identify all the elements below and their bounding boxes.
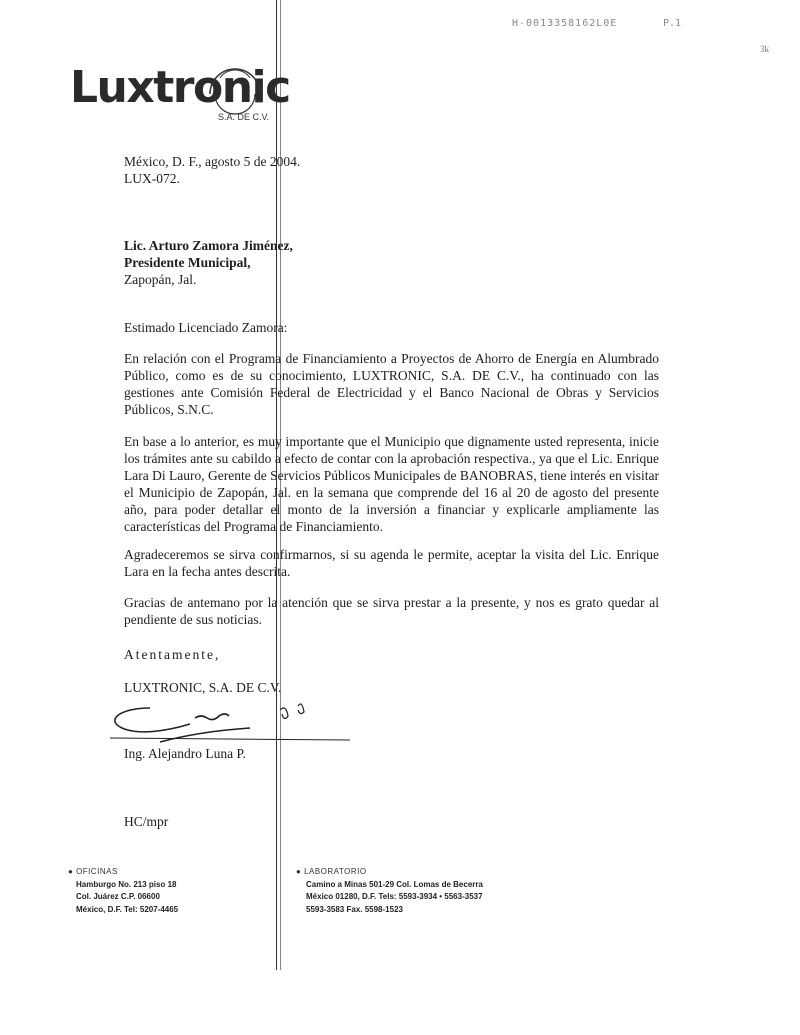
fax-page-number: P.1 [663,18,682,29]
paragraph-2: En base a lo anterior, es muy importante que el Municipio que dignamente usted representa, inicie los trámites ante su cabildo a efecto de contar con la aprobación respectiva., ya que el Lic. Enrique Lara Di Lauro, Gerente de Servicios Públicos Municipales de BANOBRAS, tiene interés en visitar el Municipio de Zapopán, Jal. en la semana que comprende del 16 al 20 de agosto del presente año, para poder detallar el monto de la inversión a financiar y explicarle ampliamente las características del Programa de Financiamiento. [124,434,659,534]
company-name: LUXTRONIC, S.A. DE C.V. [124,680,282,695]
reference-initials: HC/mpr [124,814,169,829]
laboratory-title: ● LABORATORIO [296,867,367,876]
letter-reference: LUX-072. [124,171,180,186]
logo-wordmark: Luxtronic [70,62,290,113]
laboratory-line: Camino a Minas 501-29 Col. Lomas de Becerra [306,879,483,889]
signature-icon [100,690,360,750]
recipient-location: Zapopán, Jal. [124,272,197,287]
recipient-title: Presidente Municipal, [124,255,251,270]
company-logo [70,62,290,137]
closing: Atentamente, [124,647,221,662]
paragraph-3: Agradeceremos se sirva confirmarnos, si su agenda le permite, aceptar la visita del Lic. Enrique Lara en la fecha antes descrita. [124,547,659,579]
logo-suffix: S.A. DE C.V. [218,112,270,122]
offices-line: México, D.F. Tel: 5207-4465 [76,904,179,914]
recipient-name: Lic. Arturo Zamora Jiménez, [124,238,293,253]
laboratory-title-text: LABORATORIO [304,867,367,876]
laboratory-line: 5593-3583 Fax. 5598-1523 [306,904,403,914]
offices-line: Col. Juárez C.P. 06600 [76,892,160,901]
footer-offices [68,866,178,916]
fax-header-text: H-0013358162L0E [512,18,618,29]
offices-address [68,879,178,917]
laboratory-address [296,879,483,917]
fax-margin-mark: 3k [760,44,769,54]
offices-title: ● OFICINAS [68,867,118,876]
paragraph-1: En relación con el Programa de Financiamiento a Proyectos de Ahorro de Energía en Alumbrado Público, como es de su conocimiento, LUXTRONIC, S.A. DE C.V., ha continuado con las gestiones ante Comisión Federal de Electricidad y el Banco Nacional de Obras y Servicios Públicos, S.N.C. [124,351,659,417]
laboratory-line: México 01280, D.F. Tels: 5593-3934 • 5563-3537 [306,892,483,901]
signatory-name: Ing. Alejandro Luna P. [124,746,246,761]
salutation: Estimado Licenciado Zamora: [124,320,288,335]
paragraph-4: Gracias de antemano por la atención que se sirva prestar a la presente, y nos es grato quedar al pendiente de sus noticias. [124,595,659,627]
footer-laboratory [296,866,483,916]
letter-date: México, D. F., agosto 5 de 2004. [124,154,301,169]
offices-line: Hamburgo No. 213 piso 18 [76,879,177,889]
offices-title-text: OFICINAS [76,867,118,876]
